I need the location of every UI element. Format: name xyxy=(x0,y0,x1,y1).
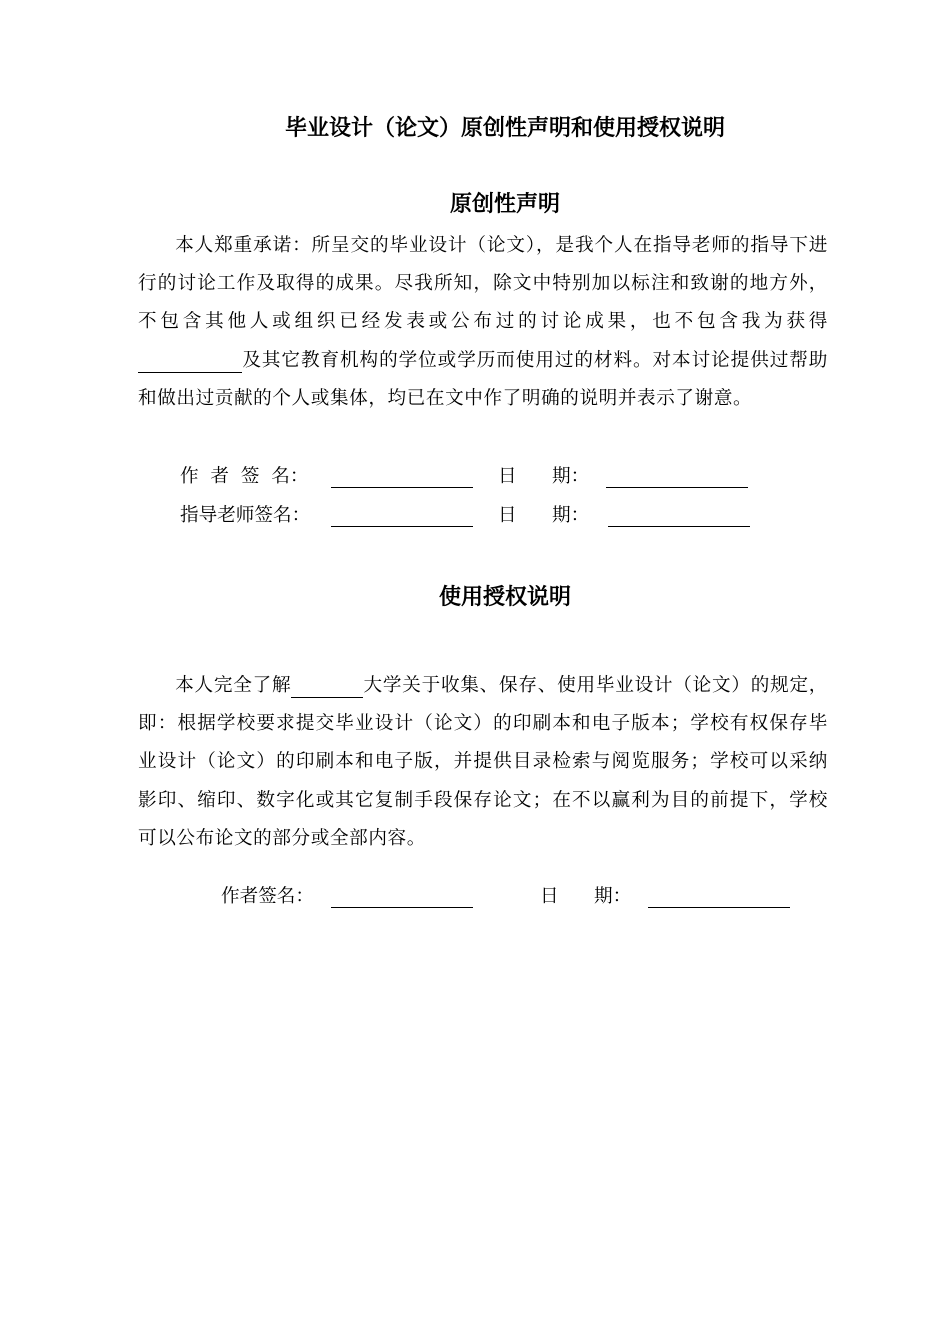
originality-heading: 原创性声明 xyxy=(449,192,560,217)
date-line xyxy=(606,487,748,488)
date-line xyxy=(648,907,790,908)
authorization-text-part1: 本人完全了解 xyxy=(175,675,292,696)
originality-text-part1: 本人郑重承诺：所呈交的毕业设计（论文），是我个人在指导老师的指导下进行的讨论工作及取得的成果。尽我所知，除文中特别加以标注和致谢的地方外，不包含其他人或组织已经发表或公布过的讨论成果，也不包含我为获得 xyxy=(138,235,828,333)
date-line xyxy=(608,526,750,527)
degree-institution-blank xyxy=(138,350,242,373)
advisor-signature-row xyxy=(0,500,950,532)
university-name-blank xyxy=(291,675,363,698)
author-signature-label: 作 者 签 名： xyxy=(180,466,309,487)
date-label: 日 期： xyxy=(540,886,632,907)
originality-text-part2: 及其它教育机构的学位或学历而使用过的材料。对本讨论提供过帮助和做出过贡献的个人或集体，均已在文中作了明确的说明并表示了谢意。 xyxy=(138,349,828,409)
authorization-paragraph xyxy=(138,667,828,858)
date-label: 日 期： xyxy=(498,466,590,487)
author-signature-line xyxy=(331,907,473,908)
date-label: 日 期： xyxy=(498,505,590,526)
author-signature-row xyxy=(0,461,950,493)
advisor-signature-line xyxy=(331,526,473,527)
author-signature-line xyxy=(331,487,473,488)
authorization-heading: 使用授权说明 xyxy=(438,585,571,610)
authorization-text-part2: 大学关于收集、保存、使用毕业设计（论文）的规定，即：根据学校要求提交毕业设计（论文）的印刷本和电子版本；学校有权保存毕业设计（论文）的印刷本和电子版，并提供目录检索与阅览服务；学校可以采纳影印、缩印、数字化或其它复制手段保存论文；在不以赢利为目的前提下，学校可以公布论文的部分或全部内容。 xyxy=(138,675,828,849)
authorization-signature-row xyxy=(0,881,950,913)
author-signature-label: 作者签名： xyxy=(221,886,314,907)
document-title: 毕业设计（论文）原创性声明和使用授权说明 xyxy=(284,116,725,141)
advisor-signature-label: 指导老师签名： xyxy=(180,505,311,526)
originality-paragraph xyxy=(138,227,828,418)
